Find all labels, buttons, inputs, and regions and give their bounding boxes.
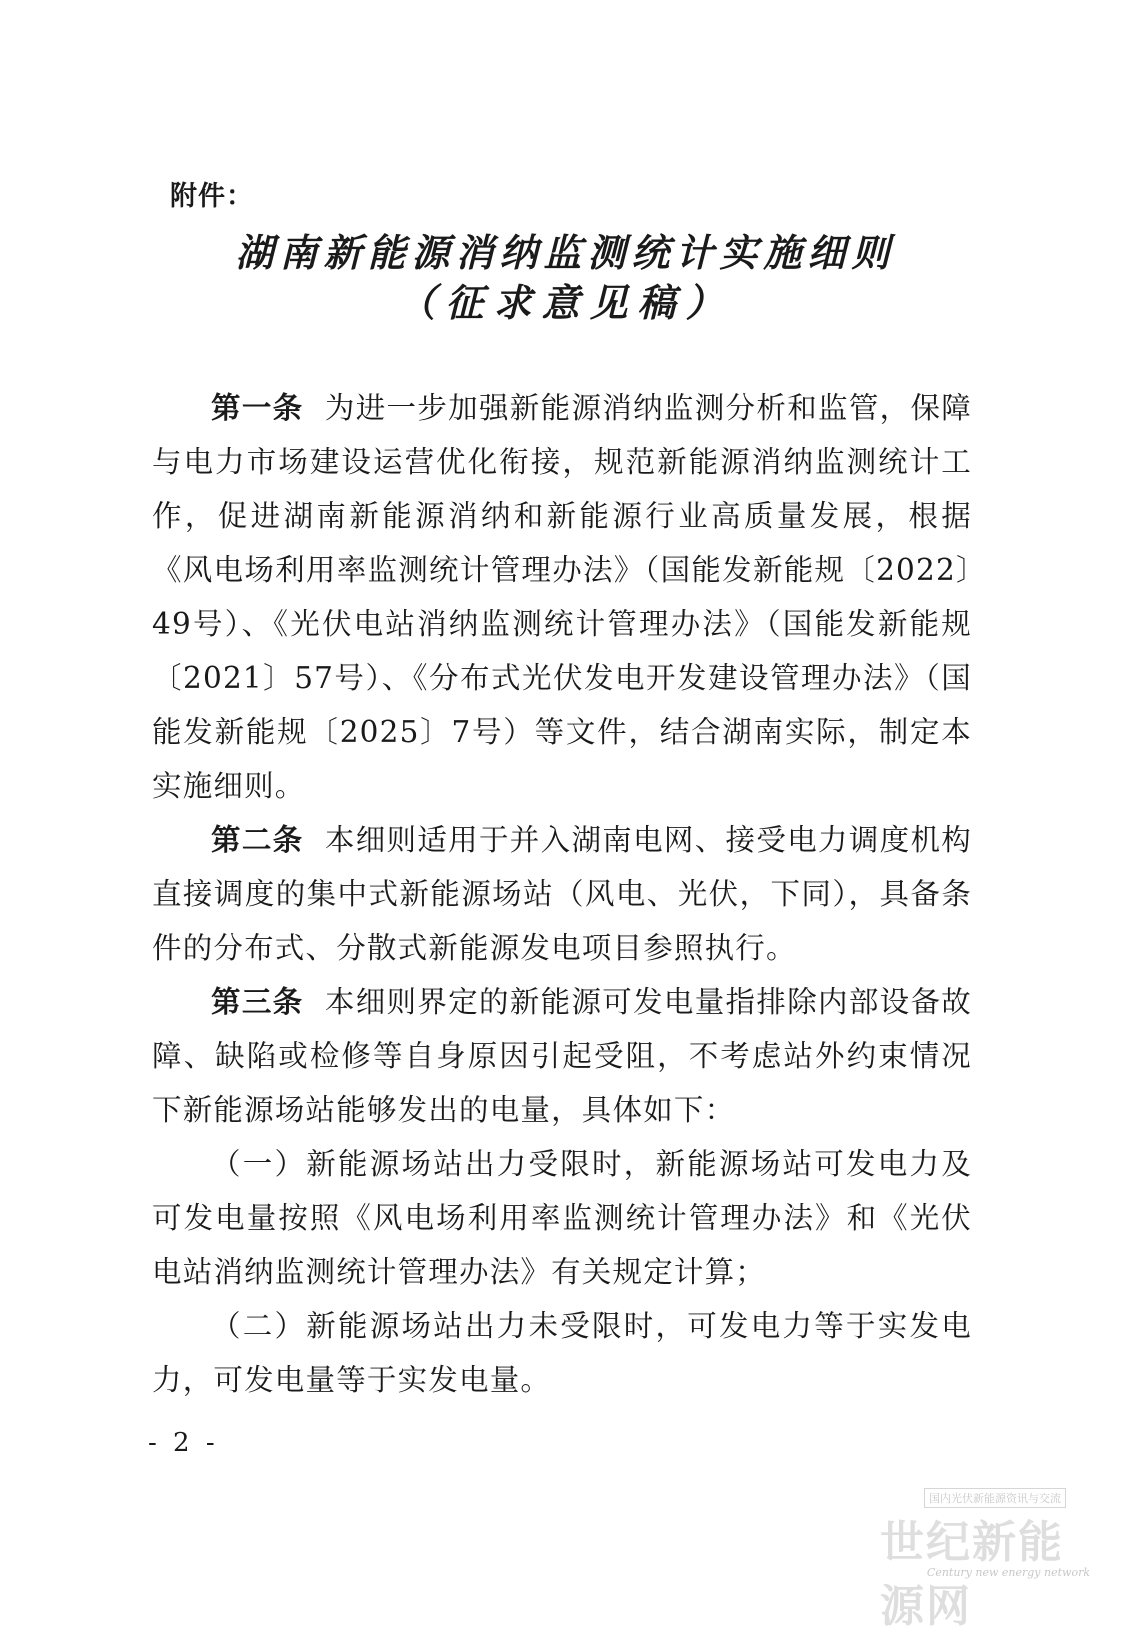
- article-3: [152, 975, 972, 1137]
- clause-text: （二）新能源场站出力未受限时，可发电力等于实发电力，可发电量等于实发电量。: [152, 1309, 972, 1397]
- article-lead: 第一条: [211, 391, 304, 425]
- page-number: - 2 -: [148, 1428, 219, 1458]
- watermark-subtitle: Century new energy network: [926, 1566, 1090, 1579]
- article-lead: 第三条: [211, 985, 304, 1019]
- clause-1: [152, 1137, 972, 1299]
- article-lead: 第二条: [211, 823, 304, 857]
- article-text: 本细则界定的新能源可发电量指排除内部设备故障、缺陷或检修等自身原因引起受阻，不考虑站外约束情况下新能源场站能够发出的电量，具体如下：: [152, 985, 973, 1127]
- document-title: 湖南新能源消纳监测统计实施细则: [235, 230, 896, 275]
- watermark-logo: [880, 1488, 1110, 1632]
- article-1: [152, 381, 972, 813]
- document-subtitle: （征求意见稿）: [397, 280, 734, 325]
- article-text: 为进一步加强新能源消纳监测分析和监管，保障与电力市场建设运营优化衔接，规范新能源消纳监测统计工作，促进湖南新能源消纳和新能源行业高质量发展，根据《风电场利用率监测统计管理办法》（国能发新能规〔2022〕49号）、《光伏电站消纳监测统计管理办法》（国能发新能规〔2021〕57号）、《分布式光伏发电开发建设管理办法》（国能发新能规〔2025〕7号）等文件，结合湖南实际，制定本实施细则。: [152, 391, 973, 803]
- clause-2: [152, 1299, 972, 1407]
- article-text: 本细则适用于并入湖南电网、接受电力调度机构直接调度的集中式新能源场站（风电、光伏，下同），具备条件的分布式、分散式新能源发电项目参照执行。: [152, 823, 973, 965]
- article-2: [152, 813, 972, 975]
- watermark-tagline: 国内光伏新能源资讯与交流: [924, 1488, 1066, 1508]
- watermark-brand: 世纪新能源网: [880, 1517, 1064, 1632]
- attachment-label: 附件：: [170, 181, 254, 212]
- document-body: [152, 381, 972, 1407]
- clause-text: （一）新能源场站出力受限时，新能源场站可发电力及可发电量按照《风电场利用率监测统计管理办法》和《光伏电站消纳监测统计管理办法》有关规定计算；: [152, 1147, 972, 1289]
